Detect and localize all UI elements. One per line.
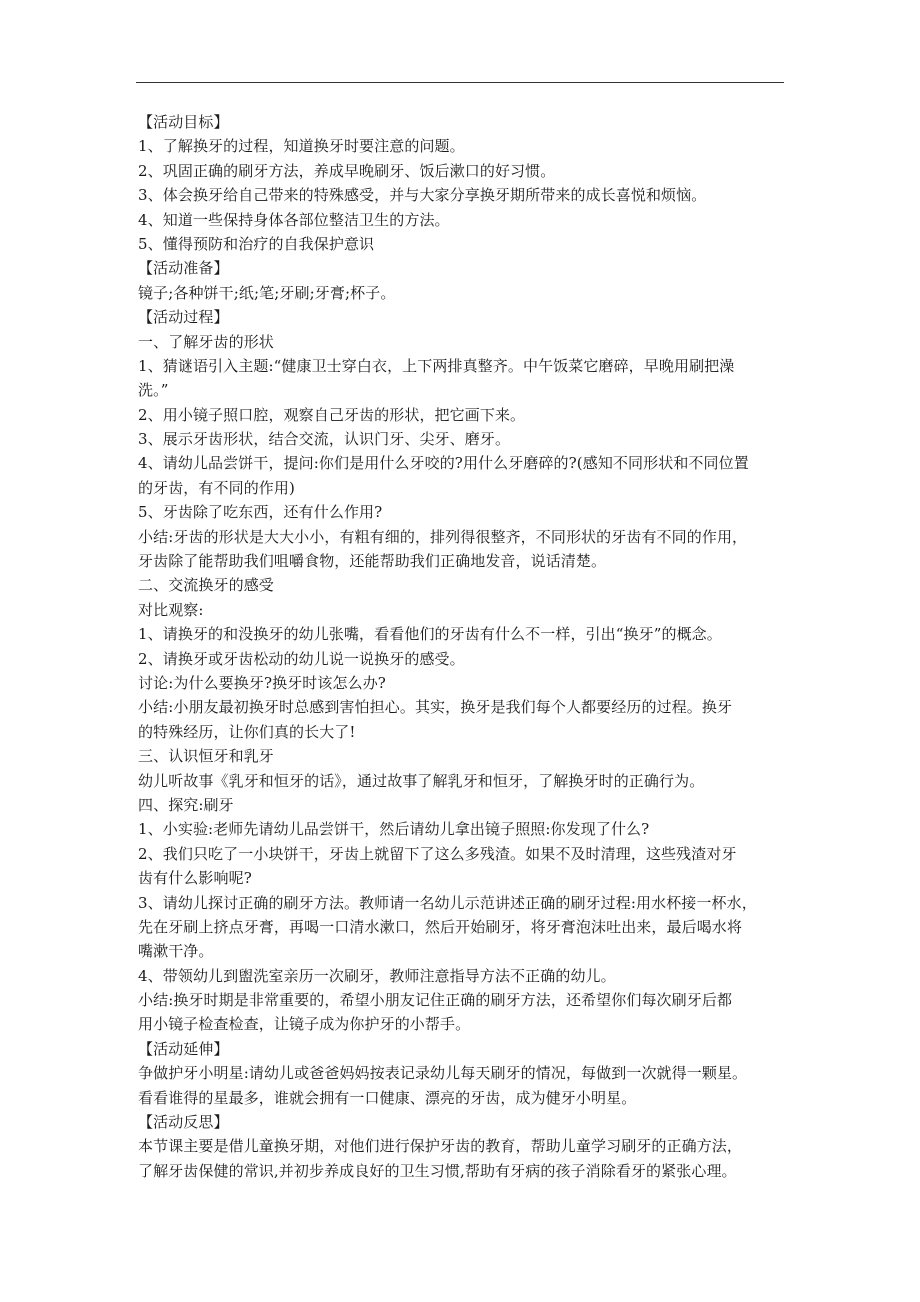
text-line: 2、巩固正确的刷牙方法，养成早晚刷牙、饭后漱口的好习惯。 [138, 161, 556, 180]
section-heading-reflection: 【活动反思】 [138, 1113, 229, 1132]
text-line: 本节课主要是借儿童换牙期，对他们进行保护牙齿的教育，帮助儿童学习刷牙的正确方法， [138, 1137, 743, 1156]
text-line: 牙齿除了能帮助我们咀嚼食物，还能帮助我们正确地发音，说话清楚。 [138, 552, 607, 571]
text-line: 嘴漱干净。 [138, 942, 214, 961]
text-line: 的牙齿，有不同的作用) [138, 478, 295, 497]
text-line: 看看谁得的星最多，谁就会拥有一口健康、漂亮的牙齿，成为健牙小明星。 [138, 1088, 637, 1107]
text-line: 2、我们只吃了一小块饼干，牙齿上就留下了这么多残渣。如果不及时清理，这些残渣对牙 [138, 844, 737, 863]
text-line: 5、牙齿除了吃东西，还有什么作用? [138, 503, 383, 522]
text-line: 讨论:为什么要换牙?换牙时该怎么办? [138, 673, 386, 692]
text-line: 3、请幼儿探讨正确的刷牙方法。教师请一名幼儿示范讲述正确的刷牙过程:用水杯接一杯水， [138, 893, 757, 912]
section-heading-process: 【活动过程】 [138, 308, 229, 327]
text-line: 2、请换牙或牙齿松动的幼儿说一说换牙的感受。 [138, 649, 465, 668]
text-line: 1、小实验:老师先请幼儿品尝饼干，然后请幼儿拿出镜子照照:你发现了什么? [138, 820, 650, 839]
text-line: 3、体会换牙给自己带来的特殊感受，并与大家分享换牙期所带来的成长喜悦和烦恼。 [138, 186, 707, 205]
text-line: 2、用小镜子照口腔，观察自己牙齿的形状，把它画下来。 [138, 405, 526, 424]
text-line: 了解牙齿保健的常识,并初步养成良好的卫生习惯,帮助有牙病的孩子消除看牙的紧张心理。 [138, 1161, 737, 1180]
text-line: 小结:换牙时期是非常重要的，希望小朋友记住正确的刷牙方法，还希望你们每次刷牙后都 [138, 991, 733, 1010]
section-heading-goals: 【活动目标】 [138, 113, 229, 131]
text-line: 用小镜子检查检查，让镜子成为你护牙的小帮手。 [138, 1015, 471, 1034]
text-line: 幼儿听故事《乳牙和恒牙的话》，通过故事了解乳牙和恒牙，了解换牙时的正确行为。 [138, 771, 705, 790]
text-line: 镜子;各种饼干;纸;笔;牙刷;牙膏;杯子。 [138, 283, 396, 302]
text-line: 4、带领幼儿到盥洗室亲历一次刷牙，教师注意指导方法不正确的幼儿。 [138, 966, 616, 985]
text-line: 对比观察: [138, 600, 204, 619]
subsection-heading: 二、交流换牙的感受 [138, 576, 274, 595]
header-rule [136, 82, 784, 83]
subsection-heading: 三、认识恒牙和乳牙 [138, 747, 274, 766]
text-line: 洗。” [138, 381, 169, 400]
text-line: 3、展示牙齿形状，结合交流，认识门牙、尖牙、磨牙。 [138, 430, 511, 449]
text-line: 的特殊经历，让你们真的长大了! [138, 722, 356, 741]
section-heading-extension: 【活动延伸】 [138, 1039, 229, 1058]
document-body [138, 110, 790, 1183]
subsection-heading: 四、探究:刷牙 [138, 795, 234, 814]
text-line: 4、请幼儿品尝饼干，提问:你们是用什么牙咬的?用什么牙磨碎的?(感知不同形状和不同位置 [138, 454, 749, 473]
text-line: 1、了解换牙的过程，知道换牙时要注意的问题。 [138, 137, 465, 156]
section-heading-preparation: 【活动准备】 [138, 259, 229, 278]
text-line: 齿有什么影响呢? [138, 869, 252, 888]
text-line: 1、猜谜语引入主题:“健康卫士穿白衣，上下两排真整齐。中午饭菜它磨碎，早晚用刷把澡 [138, 356, 735, 375]
text-line: 1、请换牙的和没换牙的幼儿张嘴，看看他们的牙齿有什么不一样，引出“换牙”的概念。 [138, 625, 722, 644]
text-line: 小结:牙齿的形状是大大小小，有粗有细的，排列得很整齐，不同形状的牙齿有不同的作用， [138, 527, 748, 546]
subsection-heading: 一、了解牙齿的形状 [138, 332, 274, 351]
text-line: 争做护牙小明星:请幼儿或爸爸妈妈按表记录幼儿每天刷牙的情况，每做到一次就得一颗星。 [138, 1064, 748, 1083]
text-line: 小结:小朋友最初换牙时总感到害怕担心。其实，换牙是我们每个人都要经历的过程。换牙 [138, 698, 733, 717]
text-line: 先在牙刷上挤点牙膏，再喝一口清水漱口，然后开始刷牙，将牙膏泡沫吐出来，最后喝水将 [138, 917, 743, 936]
text-line: 4、知道一些保持身体各部位整洁卫生的方法。 [138, 210, 450, 229]
text-line: 5、懂得预防和治疗的自我保护意识 [138, 234, 375, 253]
